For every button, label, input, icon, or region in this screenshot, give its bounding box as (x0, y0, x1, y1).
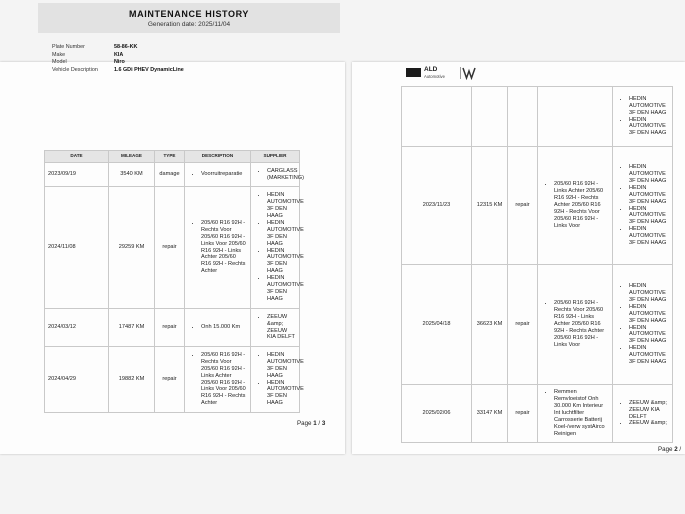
generation-date: Generation date: 2025/11/04 (147, 21, 231, 28)
cell-date: 2025/04/18 (402, 265, 472, 385)
description-item: • 205/60 R16 92H - Rechts Voor 205/60 R16 92H - Links Achter 205/60 R16 92H - Rechts Achter 205/60 R16 92H - Links Voor (554, 300, 609, 348)
supplier-item: • HEDIN AUTOMOTIVE 3F DEN HAAG (267, 352, 296, 380)
col-header-date: DATE (45, 151, 109, 163)
col-header-mileage: MILEAGE (109, 151, 155, 163)
description-item: • 205/60 R16 92H - Links Achter 205/60 R16 92H - Rechts Achter 205/60 R16 92H - Rechts Voor 205/60 R16 92H - Links Voor (554, 181, 609, 229)
cell-date (402, 87, 472, 147)
report-header (38, 3, 340, 33)
cell-mileage: 36623 KM (472, 265, 508, 385)
page-separator: / (679, 446, 682, 453)
col-header-description: DESCRIPTION (185, 151, 251, 163)
cell-description (185, 163, 251, 187)
cell-type: repair (155, 187, 185, 309)
cell-date: 2024/11/08 (45, 187, 109, 309)
supplier-item: • HEDIN AUTOMOTIVE 3F DEN HAAG (267, 192, 296, 220)
cell-date: 2024/04/29 (45, 347, 109, 413)
supplier-item: • ZEEUW &amp; (629, 420, 669, 427)
vehicle-info-value: 1.6 GDi PHEV DynamicLine (114, 66, 184, 73)
vehicle-info-label: Vehicle Description (52, 66, 98, 73)
description-item: • Remmen Remvloeistof Onh 30.000 Km Interieur Int luchtfilter Carrosserie Batterij Koel-/verw systAirco Reinigen (554, 389, 609, 437)
supplier-item: • HEDIN AUTOMOTIVE 3F DEN HAAG (267, 275, 296, 303)
supplier-item: • HEDIN AUTOMOTIVE 3F DEN HAAG (629, 325, 669, 346)
table-row (45, 309, 300, 347)
supplier-item: • HEDIN AUTOMOTIVE 3F DEN HAAG (629, 96, 669, 117)
cell-type: repair (508, 147, 538, 265)
col-header-type: TYPE (155, 151, 185, 163)
cell-supplier (613, 147, 673, 265)
brand-subtitle: Automotive (424, 74, 445, 79)
cell-date: 2023/09/19 (45, 163, 109, 187)
maintenance-table-page-1 (44, 150, 304, 413)
cell-mileage: 17487 KM (109, 309, 155, 347)
table-row (402, 385, 673, 443)
supplier-item: • HEDIN AUTOMOTIVE 3F DEN HAAG (629, 164, 669, 185)
cell-supplier (251, 309, 300, 347)
cell-mileage (472, 87, 508, 147)
cell-supplier (613, 265, 673, 385)
w-logo-icon (460, 66, 478, 80)
cell-mileage: 19882 KM (109, 347, 155, 413)
cell-mileage: 3540 KM (109, 163, 155, 187)
vehicle-info-value: Niro (114, 59, 125, 66)
cell-date: 2023/11/23 (402, 147, 472, 265)
vehicle-info-label: Make (52, 51, 66, 58)
supplier-item: • HEDIN AUTOMOTIVE 3F DEN HAAG (267, 220, 296, 248)
table-row (402, 265, 673, 385)
cell-date: 2024/03/12 (45, 309, 109, 347)
table-row (45, 163, 300, 187)
cell-supplier (613, 385, 673, 443)
cell-description (185, 309, 251, 347)
cell-type: repair (155, 309, 185, 347)
supplier-item: • HEDIN AUTOMOTIVE 3F DEN HAAG (629, 117, 669, 138)
page-total: 3 (321, 420, 326, 427)
cell-type: repair (155, 347, 185, 413)
cell-description (538, 87, 613, 147)
cell-description (185, 347, 251, 413)
table-row (402, 87, 673, 147)
supplier-item: • HEDIN AUTOMOTIVE 3F DEN HAAG (267, 380, 296, 408)
table-row (45, 187, 300, 309)
supplier-item: • CARGLASS (MARKETING) (267, 168, 296, 182)
brand-name: ALD (424, 66, 438, 73)
cell-mileage: 33147 KM (472, 385, 508, 443)
report-title: MAINTENANCE HISTORY (129, 9, 249, 19)
cell-supplier (613, 87, 673, 147)
vehicle-info-label: Plate Number (52, 44, 85, 50)
supplier-item: • HEDIN AUTOMOTIVE 3F DEN HAAG (629, 304, 669, 325)
cell-type: repair (508, 385, 538, 443)
cell-supplier (251, 187, 304, 309)
supplier-item: • HEDIN AUTOMOTIVE 3F DEN HAAG (267, 248, 296, 276)
vehicle-info-value: 58-86-KK (114, 44, 138, 50)
description-item: • Onh 15.000 Km (201, 324, 247, 331)
cell-date: 2025/02/06 (402, 385, 472, 443)
description-item: • Voorruitreparatie (201, 171, 247, 178)
cell-type: damage (155, 163, 185, 187)
cell-supplier (251, 163, 304, 187)
ald-logo-icon (406, 68, 421, 77)
cell-description (538, 265, 613, 385)
vehicle-info-value: KIA (114, 51, 124, 58)
page-label: Page (297, 420, 312, 427)
page-number (658, 446, 681, 453)
cell-description (538, 147, 613, 265)
description-item: • 205/60 R16 92H - Rechts Voor 205/60 R16 92H - Links Voor 205/60 R16 92H - Links Achter 205/60 R16 92H - Rechts Achter (201, 220, 247, 275)
table-header-row (45, 151, 300, 163)
page-separator: / (318, 420, 321, 427)
maintenance-table-page-2 (401, 86, 673, 443)
supplier-item: • HEDIN AUTOMOTIVE 3F DEN HAAG (629, 345, 669, 366)
cell-mileage: 12315 KM (472, 147, 508, 265)
cell-description (185, 187, 251, 309)
page-label: Page (658, 446, 673, 453)
table-row (402, 147, 673, 265)
description-item: • 205/60 R16 92H - Rechts Voor 205/60 R16 92H - Links Achter 205/60 R16 92H - Links Voor 205/60 R16 92H - Rechts Achter (201, 352, 247, 407)
cell-mileage: 29259 KM (109, 187, 155, 309)
cell-type (508, 87, 538, 147)
page-number (297, 420, 325, 427)
table-row (45, 347, 300, 413)
supplier-item: • ZEEUW &amp; ZEEUW KIA DELFT (267, 314, 296, 342)
cell-description (538, 385, 613, 443)
cell-supplier (251, 347, 304, 413)
page-current: 2 (674, 446, 678, 453)
cell-type: repair (508, 265, 538, 385)
vehicle-info-label: Model (52, 59, 67, 66)
supplier-item: • HEDIN AUTOMOTIVE 3F DEN HAAG (629, 185, 669, 206)
supplier-item: • ZEEUW &amp; ZEEUW KIA DELFT (629, 400, 669, 421)
page-current: 1 (313, 420, 317, 427)
supplier-item: • HEDIN AUTOMOTIVE 3F DEN HAAG (629, 226, 669, 247)
col-header-supplier: SUPPLIER (251, 151, 300, 163)
supplier-item: • HEDIN AUTOMOTIVE 3F DEN HAAG (629, 206, 669, 227)
supplier-item: • HEDIN AUTOMOTIVE 3F DEN HAAG (629, 283, 669, 304)
